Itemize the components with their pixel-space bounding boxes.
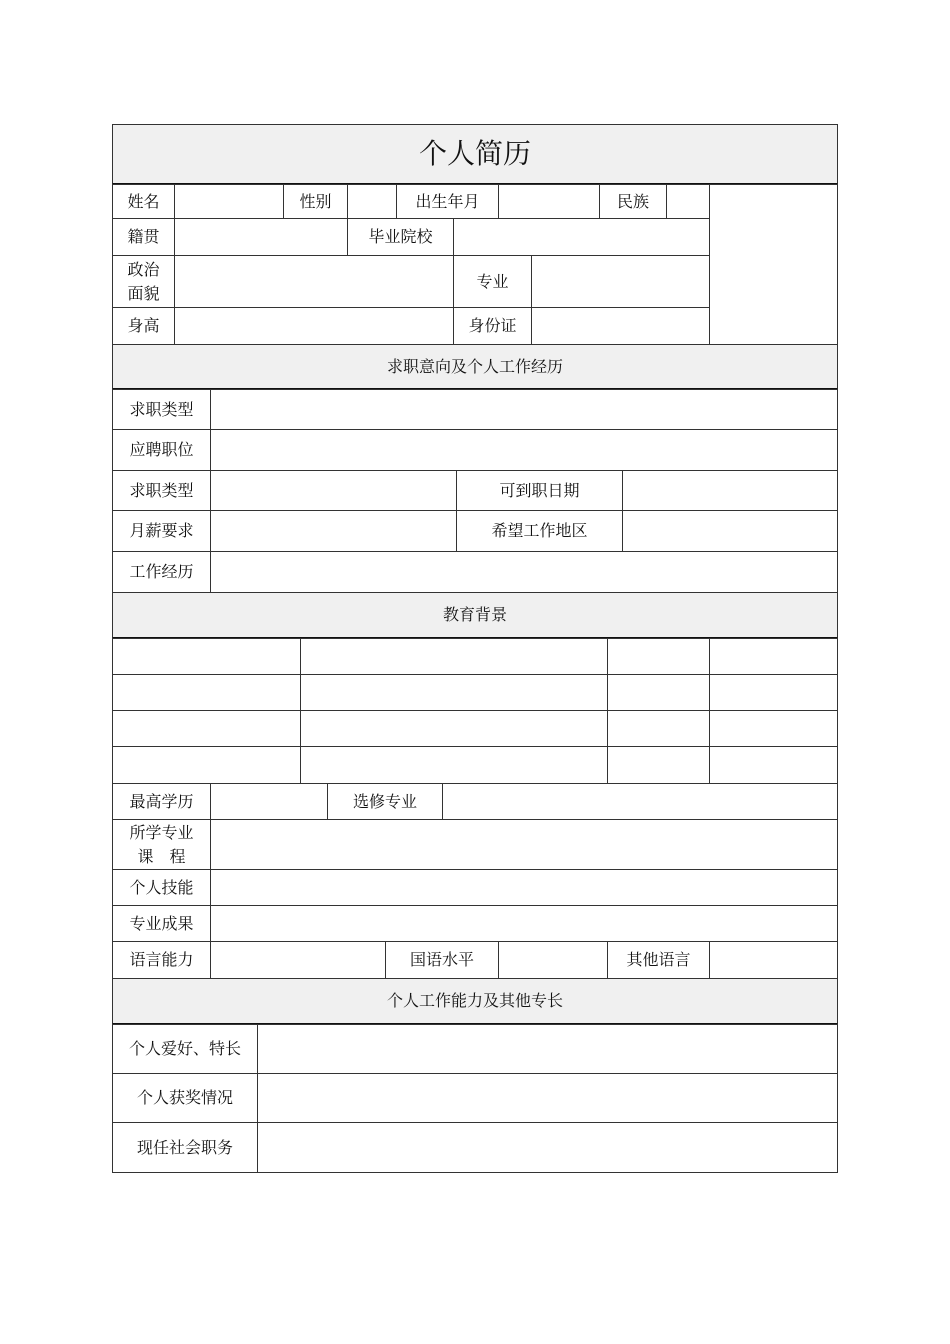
achievements-label: 专业成果 bbox=[112, 905, 211, 942]
job-section-title: 求职意向及个人工作经历 bbox=[112, 344, 838, 390]
birth-label: 出生年月 bbox=[396, 184, 499, 219]
language-field[interactable] bbox=[210, 941, 386, 979]
courses-label-line2: 课 程 bbox=[137, 846, 186, 866]
courses-label-line1: 所学专业 bbox=[129, 822, 194, 842]
courses-label bbox=[112, 819, 211, 870]
achievements-field[interactable] bbox=[210, 905, 838, 942]
edu-cell[interactable] bbox=[112, 674, 301, 711]
hobbies-label: 个人爱好、特长 bbox=[112, 1024, 258, 1074]
school-label: 毕业院校 bbox=[347, 218, 454, 256]
page-title: 个人简历 bbox=[112, 124, 838, 185]
job-type-label-2: 求职类型 bbox=[112, 470, 211, 511]
other-language-field[interactable] bbox=[709, 941, 838, 979]
job-type-field[interactable] bbox=[210, 389, 838, 430]
skills-field[interactable] bbox=[210, 869, 838, 906]
social-role-label: 现任社会职务 bbox=[112, 1122, 258, 1173]
photo-box[interactable] bbox=[709, 184, 838, 345]
awards-field[interactable] bbox=[257, 1073, 838, 1123]
id-label: 身份证 bbox=[453, 307, 532, 345]
ethnicity-label: 民族 bbox=[599, 184, 667, 219]
hometown-field[interactable] bbox=[174, 218, 348, 256]
elective-field[interactable] bbox=[442, 783, 838, 820]
political-field[interactable] bbox=[174, 255, 454, 308]
school-field[interactable] bbox=[453, 218, 710, 256]
political-label-line1: 政治 bbox=[127, 259, 160, 279]
edu-cell[interactable] bbox=[607, 746, 710, 784]
start-date-field[interactable] bbox=[622, 470, 838, 511]
edu-cell[interactable] bbox=[709, 710, 838, 747]
elective-label: 选修专业 bbox=[327, 783, 443, 820]
skills-label: 个人技能 bbox=[112, 869, 211, 906]
political-label-line2: 面貌 bbox=[127, 283, 160, 303]
social-role-field[interactable] bbox=[257, 1122, 838, 1173]
height-label: 身高 bbox=[112, 307, 175, 345]
political-label bbox=[112, 255, 175, 308]
ability-section-title: 个人工作能力及其他专长 bbox=[112, 978, 838, 1025]
location-label: 希望工作地区 bbox=[456, 510, 623, 552]
position-label: 应聘职位 bbox=[112, 429, 211, 471]
awards-label: 个人获奖情况 bbox=[112, 1073, 258, 1123]
edu-cell[interactable] bbox=[709, 638, 838, 675]
location-field[interactable] bbox=[622, 510, 838, 552]
job-type-field-2[interactable] bbox=[210, 470, 457, 511]
job-type-label: 求职类型 bbox=[112, 389, 211, 430]
gender-field[interactable] bbox=[347, 184, 397, 219]
language-label: 语言能力 bbox=[112, 941, 211, 979]
mandarin-label: 国语水平 bbox=[385, 941, 499, 979]
edu-cell[interactable] bbox=[607, 638, 710, 675]
id-field[interactable] bbox=[531, 307, 710, 345]
major-label: 专业 bbox=[453, 255, 532, 308]
experience-field[interactable] bbox=[210, 551, 838, 593]
ethnicity-field[interactable] bbox=[666, 184, 710, 219]
edu-cell[interactable] bbox=[300, 674, 608, 711]
start-date-label: 可到职日期 bbox=[456, 470, 623, 511]
edu-cell[interactable] bbox=[300, 746, 608, 784]
edu-cell[interactable] bbox=[112, 746, 301, 784]
gender-label: 性别 bbox=[283, 184, 348, 219]
edu-cell[interactable] bbox=[300, 638, 608, 675]
hometown-label: 籍贯 bbox=[112, 218, 175, 256]
edu-cell[interactable] bbox=[300, 710, 608, 747]
position-field[interactable] bbox=[210, 429, 838, 471]
highest-degree-field[interactable] bbox=[210, 783, 328, 820]
height-field[interactable] bbox=[174, 307, 454, 345]
salary-label: 月薪要求 bbox=[112, 510, 211, 552]
name-field[interactable] bbox=[174, 184, 284, 219]
edu-cell[interactable] bbox=[607, 674, 710, 711]
hobbies-field[interactable] bbox=[257, 1024, 838, 1074]
courses-field[interactable] bbox=[210, 819, 838, 870]
mandarin-field[interactable] bbox=[498, 941, 608, 979]
edu-cell[interactable] bbox=[709, 746, 838, 784]
education-section-title: 教育背景 bbox=[112, 592, 838, 639]
major-field[interactable] bbox=[531, 255, 710, 308]
highest-degree-label: 最高学历 bbox=[112, 783, 211, 820]
birth-field[interactable] bbox=[498, 184, 600, 219]
name-label: 姓名 bbox=[112, 184, 175, 219]
edu-cell[interactable] bbox=[607, 710, 710, 747]
edu-cell[interactable] bbox=[709, 674, 838, 711]
edu-cell[interactable] bbox=[112, 638, 301, 675]
edu-cell[interactable] bbox=[112, 710, 301, 747]
salary-field[interactable] bbox=[210, 510, 457, 552]
other-language-label: 其他语言 bbox=[607, 941, 710, 979]
experience-label: 工作经历 bbox=[112, 551, 211, 593]
